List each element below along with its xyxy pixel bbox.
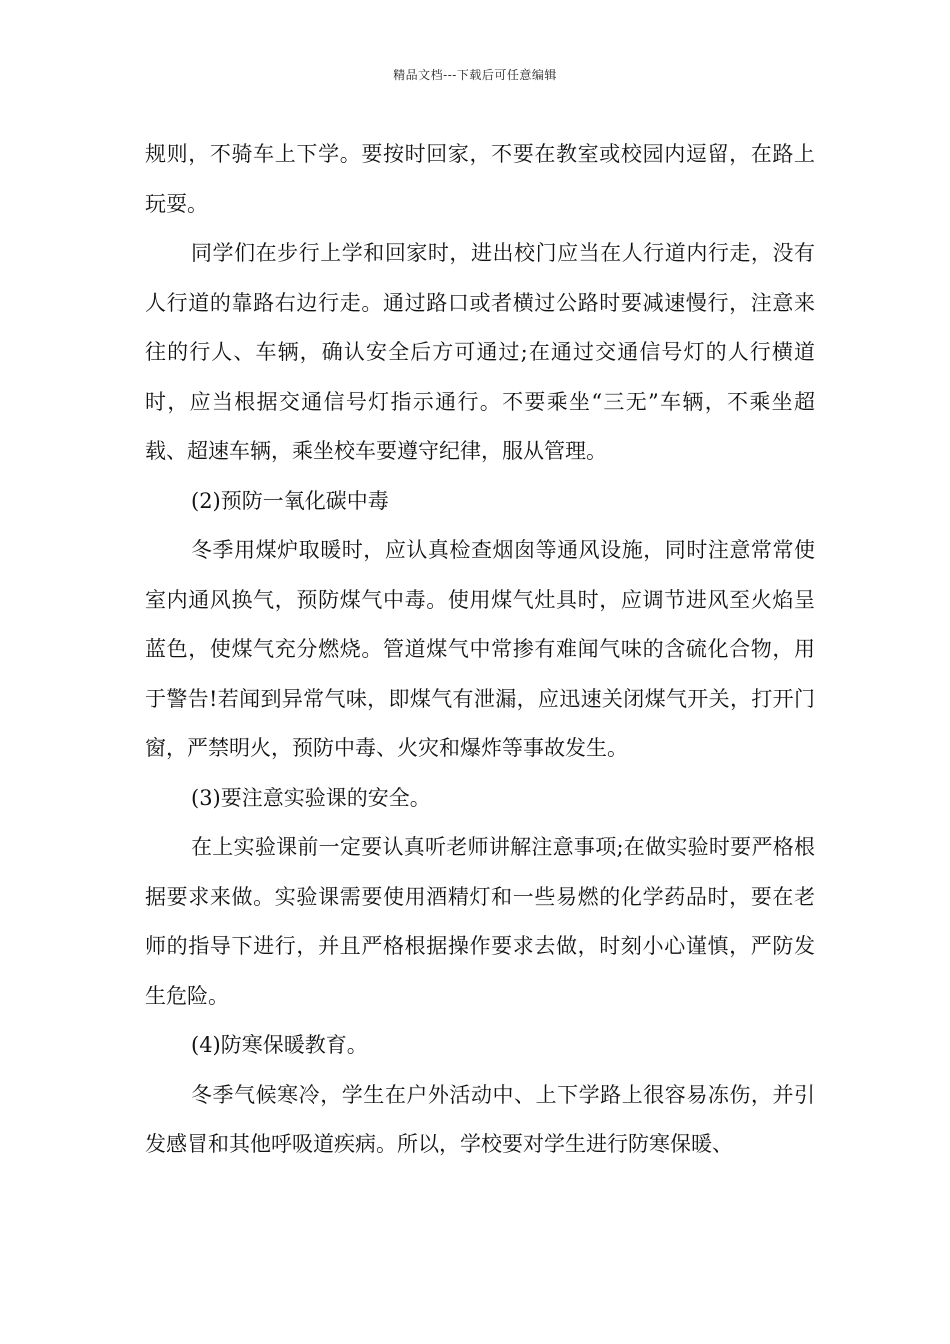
- paragraph-4: 在上实验课前一定要认真听老师讲解注意事项;在做实验时要严格根据要求来做。实验课需要使用酒精灯和一些易燃的化学药品时，要在老师的指导下进行，并且严格根据操作要求去做，时刻小心谨慎，严防发生危险。: [145, 835, 815, 1008]
- paragraph-2: 同学们在步行上学和回家时，进出校门应当在人行道内行走，没有人行道的靠路右边行走。通过路口或者横过公路时要减速慢行，注意来往的行人、车辆，确认安全后方可通过;在通过交通信号灯的人行横道时，应当根据交通信号灯指示通行。不要乘坐“三无”车辆，不乘坐超载、超速车辆，乘坐校车要遵守纪律，服从管理。: [145, 241, 815, 463]
- page-header: 精品文档---下载后可任意编辑: [393, 68, 557, 82]
- paragraph-5: 冬季气候寒冷，学生在户外活动中、上下学路上很容易冻伤，并引发感冒和其他呼吸道疾病。所以，学校要对学生进行防寒保暖、: [145, 1082, 815, 1156]
- section-heading-2: (2)预防一氧化碳中毒: [191, 488, 389, 513]
- paragraph-1: 规则，不骑车上下学。要按时回家，不要在教室或校园内逗留，在路上玩耍。: [145, 142, 815, 216]
- paragraph-3: 冬季用煤炉取暖时，应认真检查烟囱等通风设施，同时注意常常使室内通风换气，预防煤气中毒。使用煤气灶具时，应调节进风至火焰呈蓝色，使煤气充分燃烧。管道煤气中常掺有难闻气味的含硫化合物，用于警告!若闻到异常气味，即煤气有泄漏，应迅速关闭煤气开关，打开门窗，严禁明火，预防中毒、火灾和爆炸等事故发生。: [145, 538, 815, 760]
- section-heading-4: (4)防寒保暖教育。: [191, 1033, 368, 1057]
- section-heading-3: (3)要注意实验课的安全。: [191, 785, 431, 810]
- document-body: [145, 130, 815, 1170]
